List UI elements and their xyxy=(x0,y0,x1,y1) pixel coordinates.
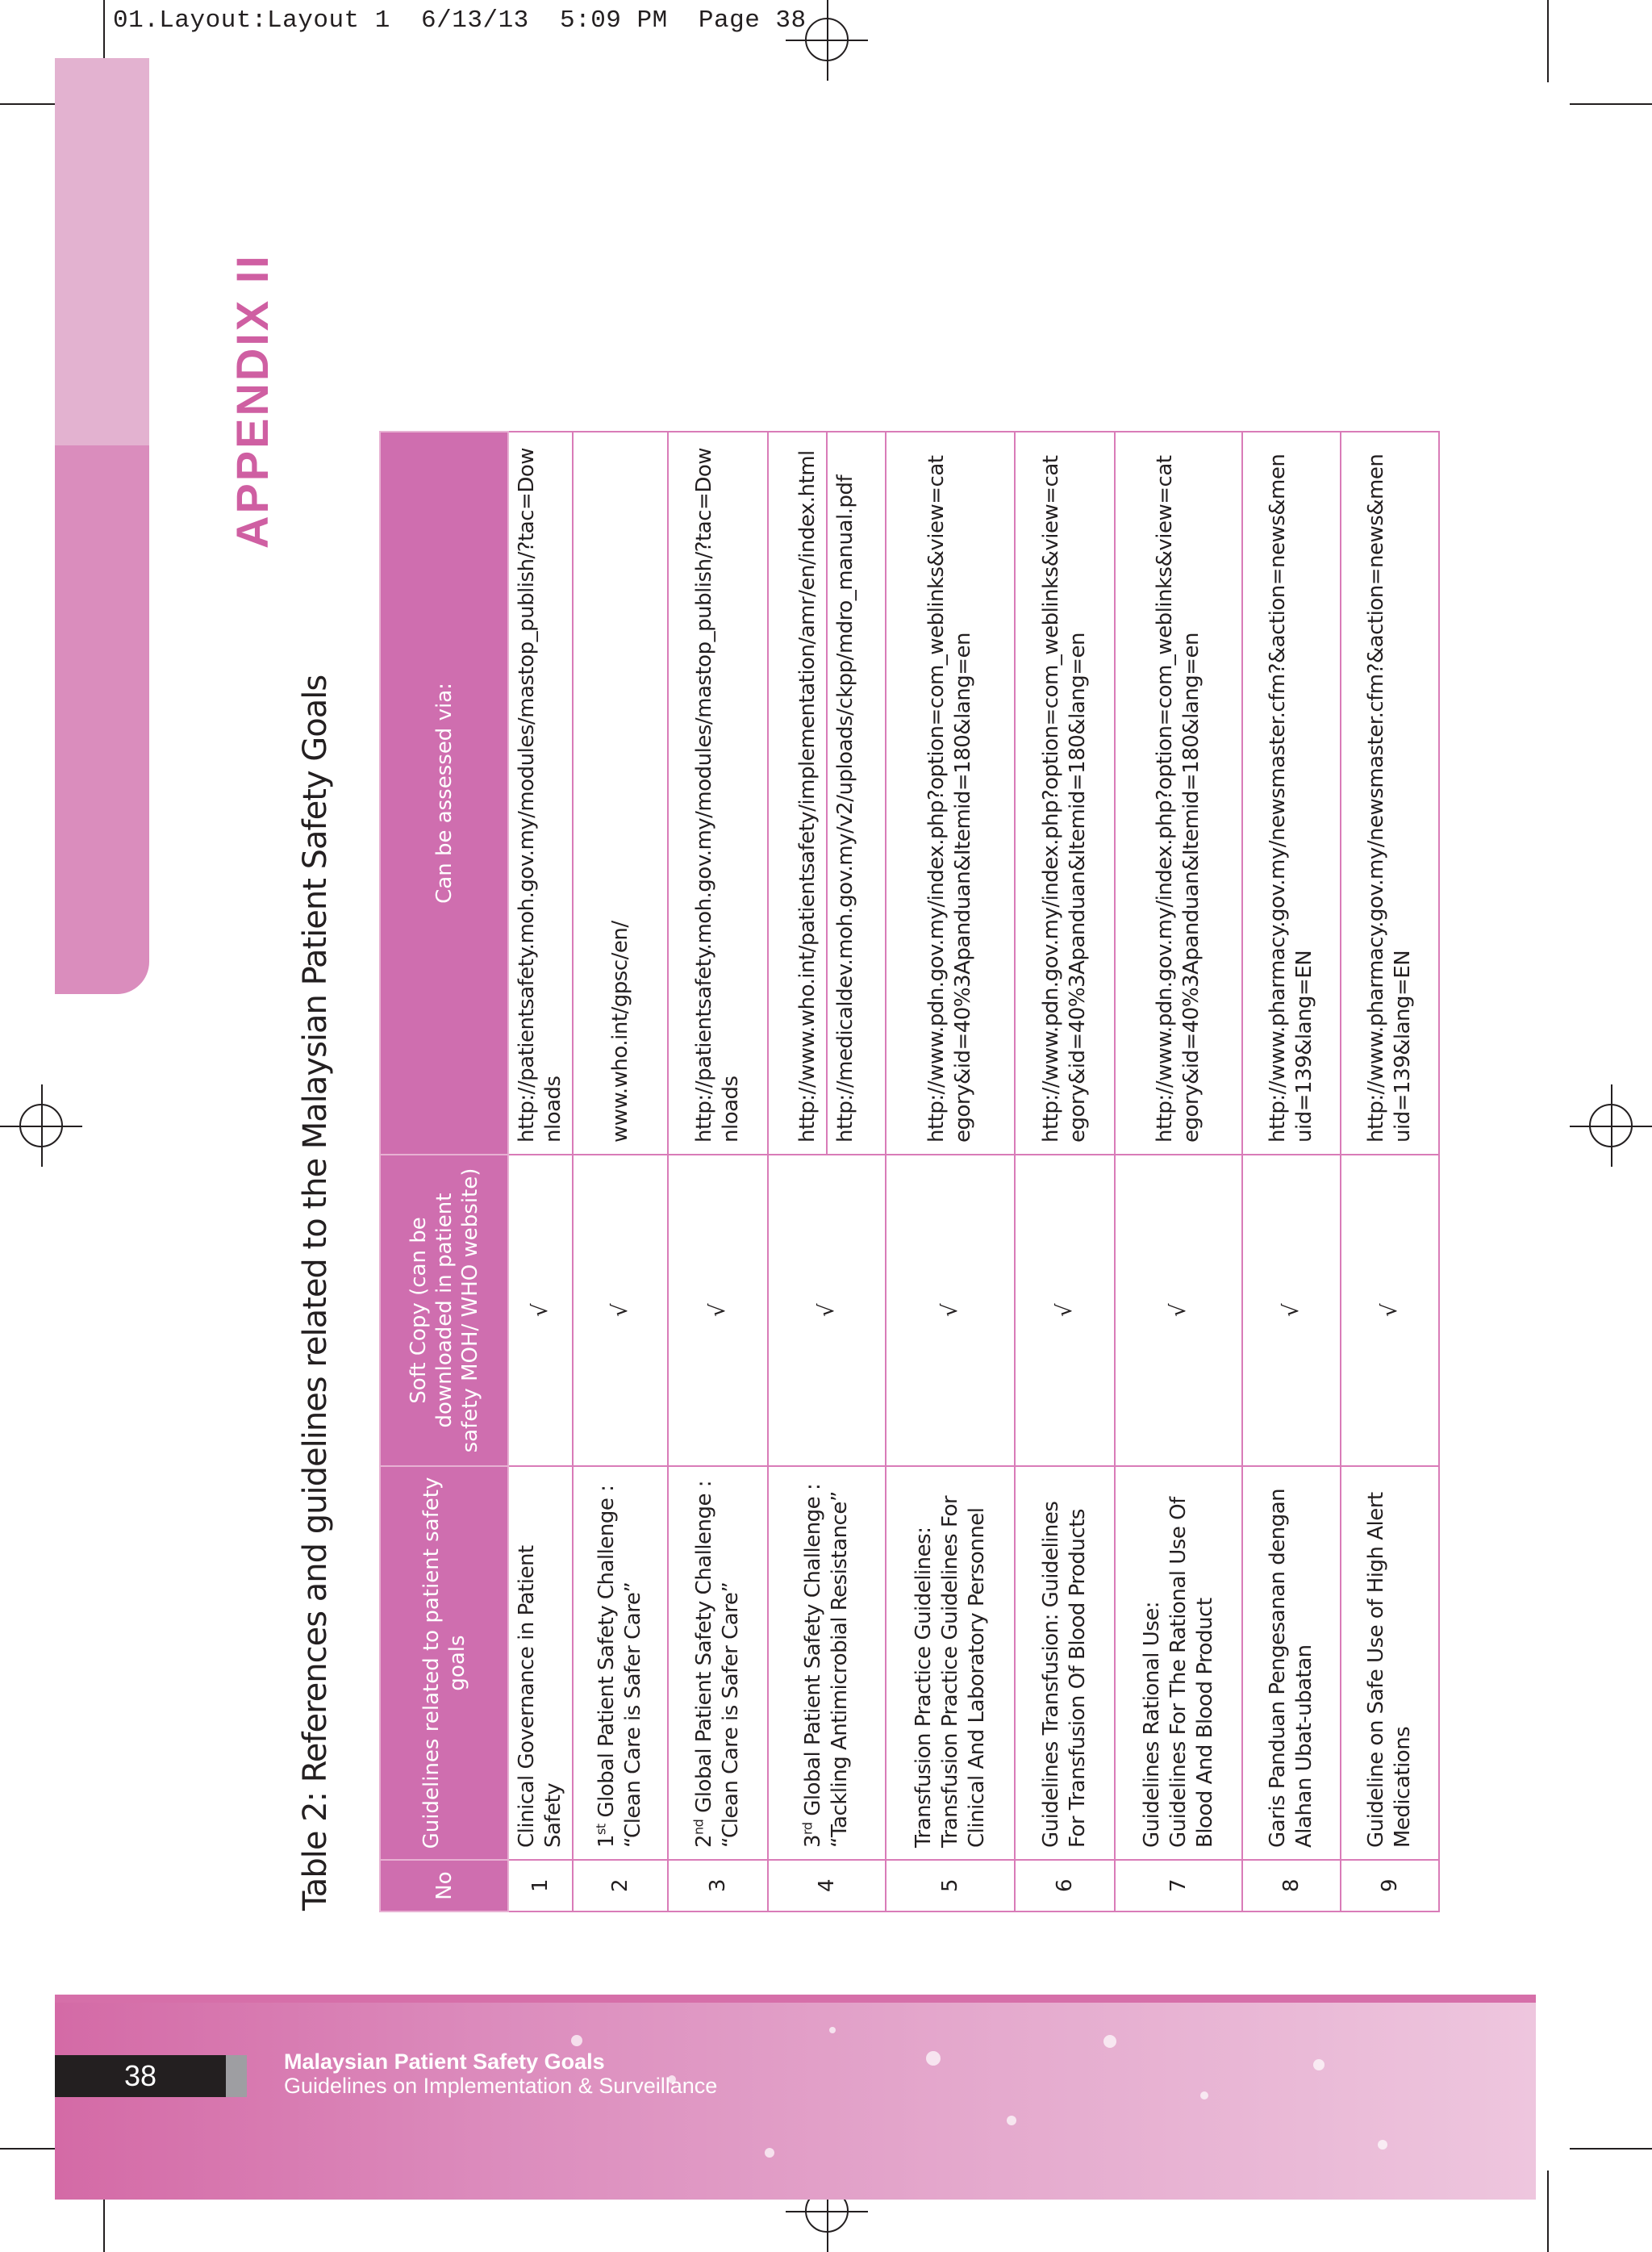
access-url[interactable]: http://patientsafety.moh.gov.my/modules/mastop_publish/?tac=Downloads xyxy=(508,432,573,1155)
guideline-name xyxy=(886,1466,1015,1860)
reference-table xyxy=(379,431,1440,1912)
table-caption: Table 2: References and guidelines related to the Malaysian Patient Safety Goals xyxy=(297,675,334,1911)
guideline-line: Clinical And Laboratory Personnel xyxy=(964,1507,989,1848)
soft-copy-check: √ xyxy=(508,1155,573,1466)
soft-copy-check: √ xyxy=(668,1155,768,1466)
footer-divider xyxy=(55,1995,1536,2003)
guideline-line: Global Patient Safety Challenge : xyxy=(692,1480,716,1820)
guideline-line: Medications xyxy=(1391,1726,1415,1848)
guideline-line: Guidelines For The Rational Use Of xyxy=(1166,1497,1191,1848)
header-access: Can be assessed via: xyxy=(380,432,508,1155)
row-number: 3 xyxy=(668,1860,768,1911)
page-number: 38 xyxy=(55,2055,226,2097)
table-row xyxy=(768,432,886,1911)
ordinal-suffix: st xyxy=(593,1824,609,1835)
guideline-line: Guideline on Safe Use of High Alert xyxy=(1364,1492,1388,1848)
ordinal: 1 xyxy=(594,1834,619,1848)
guideline-line: Garis Panduan Pengesanan dengan xyxy=(1266,1488,1290,1848)
soft-copy-check: √ xyxy=(1242,1155,1341,1466)
printer-slug: 01.Layout:Layout 1 6/13/13 5:09 PM Page 38 xyxy=(113,6,807,35)
row-number: 4 xyxy=(768,1860,886,1911)
table-header-row xyxy=(380,432,508,1911)
sparkle-decoration xyxy=(1378,2140,1387,2150)
guideline-line: Transfusion Practice Guidelines: xyxy=(911,1527,936,1848)
guideline-line: For Transfusion Of Blood Products xyxy=(1066,1509,1090,1848)
guideline-line: “Clean Care is Safer Care” xyxy=(719,1581,743,1848)
table-row xyxy=(886,432,1015,1911)
crop-mark xyxy=(1570,103,1652,105)
guideline-name xyxy=(768,1466,886,1860)
access-url-group xyxy=(768,432,886,1155)
sparkle-decoration xyxy=(765,2148,774,2158)
table-row xyxy=(508,432,573,1911)
header-soft-copy: Soft Copy (can be downloaded in patient safety MOH/ WHO website) xyxy=(380,1155,508,1466)
table-row xyxy=(668,432,768,1911)
access-url[interactable]: http://www.who.int/patientsafety/implementation/amr/en/index.html xyxy=(795,450,820,1143)
guideline-line: Guidelines Transfusion: Guidelines xyxy=(1039,1501,1063,1848)
table-row xyxy=(1115,432,1242,1911)
header-guidelines: Guidelines related to patient safety goals xyxy=(380,1466,508,1860)
ordinal-suffix: rd xyxy=(799,1822,816,1835)
row-number: 2 xyxy=(573,1860,668,1911)
ordinal-suffix: nd xyxy=(690,1819,707,1835)
footer-title: Malaysian Patient Safety Goals xyxy=(284,2049,605,2074)
row-number: 8 xyxy=(1242,1860,1341,1911)
soft-copy-check: √ xyxy=(1015,1155,1115,1466)
crop-mark xyxy=(1547,0,1549,82)
guideline-line: Guidelines Rational Use: xyxy=(1139,1601,1164,1848)
guideline-line: Blood And Blood Product xyxy=(1192,1598,1217,1848)
guideline-line: Global Patient Safety Challenge : xyxy=(594,1485,619,1824)
guideline-name xyxy=(573,1466,668,1860)
guideline-name xyxy=(1242,1466,1341,1860)
page-number-accent xyxy=(226,2055,247,2097)
guideline-line: Alahan Ubat-ubatan xyxy=(1292,1644,1316,1848)
access-url[interactable]: http://patientsafety.moh.gov.my/modules/mastop_publish/?tac=Downloads xyxy=(668,432,768,1155)
appendix-title: APPENDIX II xyxy=(227,253,277,549)
access-url[interactable]: http://medicaldev.moh.gov.my/v2/uploads/ckpp/mdro_manual.pdf xyxy=(826,432,859,1154)
table-row xyxy=(1341,432,1439,1911)
table-row xyxy=(573,432,668,1911)
footer-subtitle: Guidelines on Implementation & Surveillance xyxy=(284,2074,718,2098)
row-number: 9 xyxy=(1341,1860,1439,1911)
registration-mark xyxy=(19,1104,63,1147)
side-tab-decoration xyxy=(55,58,149,445)
guideline-name xyxy=(1341,1466,1439,1860)
guideline-name: Clinical Governance in Patient Safety xyxy=(508,1466,573,1860)
side-tab-decoration xyxy=(55,445,149,994)
row-number: 5 xyxy=(886,1860,1015,1911)
crop-mark xyxy=(1570,2148,1652,2150)
sparkle-decoration xyxy=(1313,2059,1325,2070)
soft-copy-check: √ xyxy=(768,1155,886,1466)
guideline-name xyxy=(1015,1466,1115,1860)
guideline-name xyxy=(1115,1466,1242,1860)
row-number: 7 xyxy=(1115,1860,1242,1911)
sparkle-decoration xyxy=(1007,2116,1016,2125)
row-number: 1 xyxy=(508,1860,573,1911)
access-url[interactable]: http://www.pdn.gov.my/index.php?option=com_weblinks&view=category&id=40%3Apanduan&Itemid=180&lang=en xyxy=(1115,432,1242,1155)
ordinal: 3 xyxy=(801,1834,825,1848)
soft-copy-check: √ xyxy=(1115,1155,1242,1466)
guideline-line: Global Patient Safety Challenge : xyxy=(801,1483,825,1823)
soft-copy-check: √ xyxy=(886,1155,1015,1466)
rotated-content xyxy=(227,234,1460,1912)
access-url[interactable]: http://www.pharmacy.gov.my/newsmaster.cfm?&action=news&menuid=139&lang=EN xyxy=(1242,432,1341,1155)
sparkle-decoration xyxy=(1103,2035,1116,2048)
access-url[interactable]: http://www.pdn.gov.my/index.php?option=com_weblinks&view=category&id=40%3Apanduan&Itemid=180&lang=en xyxy=(886,432,1015,1155)
guideline-line: Transfusion Practice Guidelines For xyxy=(937,1495,962,1848)
crop-mark xyxy=(1547,2171,1549,2252)
table-row xyxy=(1242,432,1341,1911)
ordinal: 2 xyxy=(692,1834,716,1848)
access-url[interactable]: www.who.int/gpsc/en/ xyxy=(573,432,668,1155)
guideline-name xyxy=(668,1466,768,1860)
footer-band xyxy=(55,2003,1536,2200)
access-url[interactable]: http://www.pharmacy.gov.my/newsmaster.cfm?&action=news&menuid=139&lang=EN xyxy=(1341,432,1439,1155)
sparkle-decoration xyxy=(571,2035,582,2046)
table-row xyxy=(1015,432,1115,1911)
sparkle-decoration xyxy=(1200,2091,1208,2099)
guideline-line: “Tackling Antimicrobial Resistance” xyxy=(828,1491,852,1848)
row-number: 6 xyxy=(1015,1860,1115,1911)
registration-mark xyxy=(805,18,849,61)
guideline-line: “Clean Care is Safer Care” xyxy=(621,1581,645,1848)
header-no: No xyxy=(380,1860,508,1911)
soft-copy-check: √ xyxy=(1341,1155,1439,1466)
sparkle-decoration xyxy=(829,2027,836,2033)
registration-mark xyxy=(1589,1104,1633,1147)
access-url[interactable]: http://www.pdn.gov.my/index.php?option=com_weblinks&view=category&id=40%3Apanduan&Itemid=180&lang=en xyxy=(1015,432,1115,1155)
soft-copy-check: √ xyxy=(573,1155,668,1466)
sparkle-decoration xyxy=(926,2051,941,2066)
